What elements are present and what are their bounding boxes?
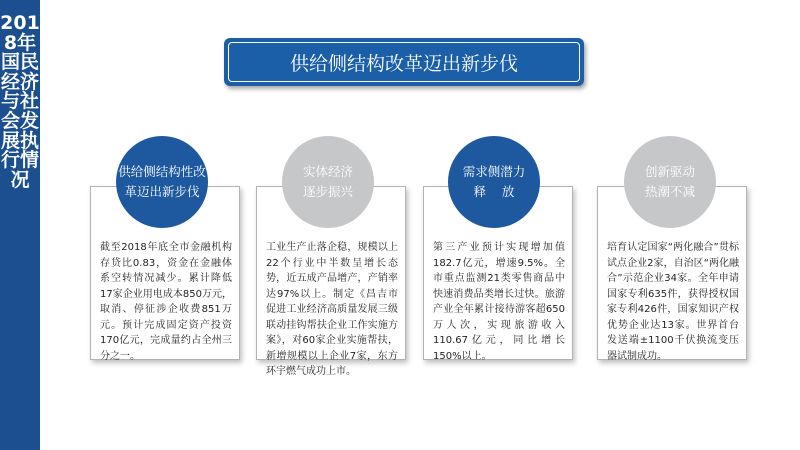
card-text: 工业生产止落企稳，规模以上22个行业中半数呈增长态势，近五成产品增产，产销率达97%以上。制定《昌吉市促进工业经济高质量发展三级联动挂钩帮扶企业工作实施方案》，对60家企业实施帮扶，新增规模以上企业7家，东方环宇燃气成功上市。 — [266, 242, 398, 377]
circle-supply-side — [116, 136, 208, 228]
title-banner — [224, 38, 584, 86]
card-text: 培育认定国家“两化融合”贯标试点企业2家，自治区“两化融合”示范企业34家。全年申请国家专利635件，获得授权国家专利426件，国家知识产权优势企业达13家。世界首台发送端±1100千伏换流变压器试制成功。 — [607, 242, 739, 362]
circle-label: 需求侧潜力 释 放 — [462, 164, 526, 199]
vertical-title: 2018年国民经济与社会发展执行情况 — [0, 12, 40, 191]
circle-real-economy — [282, 136, 374, 228]
circle-demand-side — [448, 136, 540, 228]
circle-label: 供给侧结构性改 革迈出新步伐 — [118, 164, 206, 199]
circle-label: 创新驱动 热潮不减 — [644, 164, 695, 199]
circle-innovation — [624, 136, 716, 228]
circle-label: 实体经济 逐步振兴 — [302, 164, 353, 199]
banner-title: 供给侧结构改革迈出新步伐 — [228, 42, 580, 82]
card-text: 第三产业预计实现增加值182.7亿元，增速9.5%。全市重点监测21类零售商品中快速消费品类增长过快。旅游产业全年累计接待游客超650万人次，实现旅游收入110.67亿元，同比增长150%以上。 — [433, 242, 565, 362]
card-text: 截至2018年底全市金融机构存贷比0.83，资金在金融体系空转情况减少。累计降低17家企业用电成本850万元，取消、停征涉企收费851万元。预计完成固定资产投资170亿元，完成量约占全州三分之一。 — [100, 242, 232, 362]
sidebar — [0, 0, 40, 450]
